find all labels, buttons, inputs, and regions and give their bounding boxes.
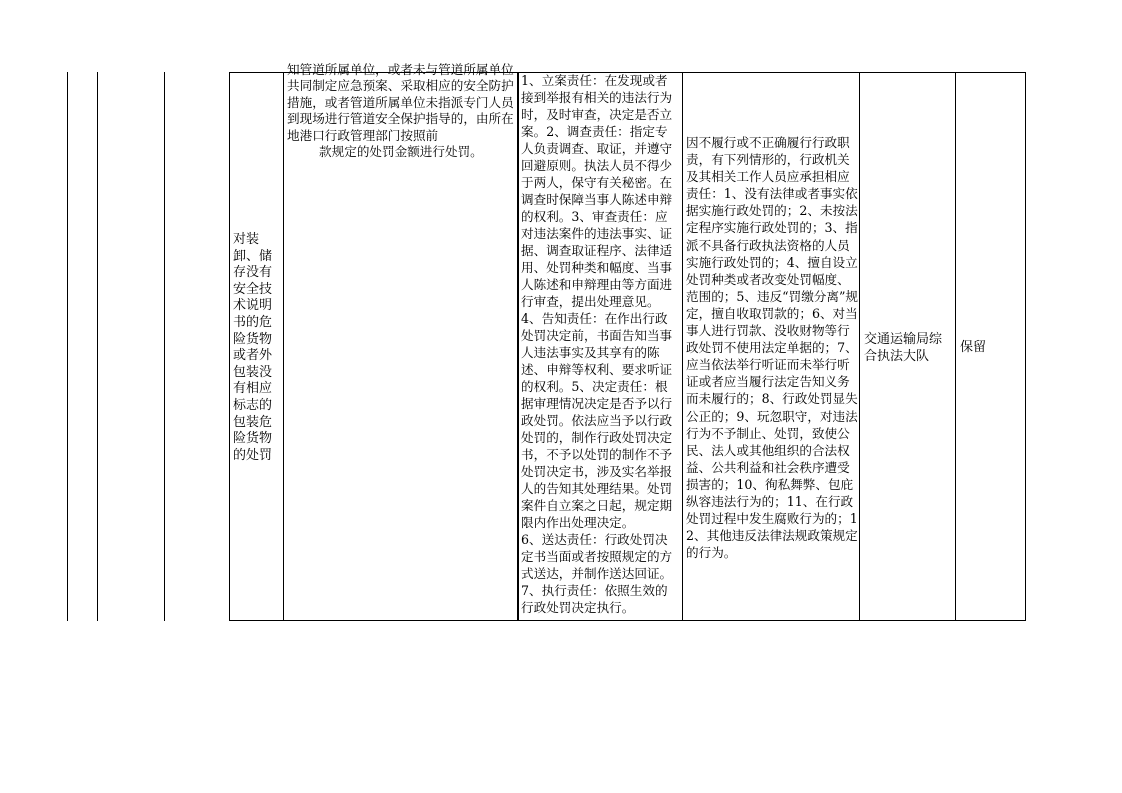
column-border <box>859 72 860 621</box>
column-border <box>1025 72 1026 621</box>
department-text: 交通运输局综合执法大队 <box>864 332 943 364</box>
column-border <box>955 72 956 621</box>
item-name-cell <box>231 73 281 620</box>
accountability-cell <box>684 73 859 620</box>
column-border <box>164 72 165 621</box>
column-border <box>67 72 68 621</box>
column-border <box>682 72 683 621</box>
responsibility-text: 1、立案责任：在发现或者接到举报有相关的违法行为时，及时审查，决定是否立案。2、调查责任：指定专人负责调查、取证，并遵守回避原则。执法人员不得少于两人，保守有关秘密。在调查时保障当事人陈述申辩的权利。3、审查责任：应对违法案件的违法事实、证据、调查取证程序、法律适用、处罚种类和幅度、当事人陈述和申辩理由等方面进行审查，提出处理意见。4、告知责任：在作出行政处罚决定前，书面告知当事人违法事实及其享有的陈述、申辩等权利、要求听证的权利。5、决定责任：根据审理情况决定是否予以行政处罚。依法应当予以行政处罚的，制作行政处罚决定书，不予以处罚的制作不予处罚决定书，涉及实名举报人的告知其处理结果。处罚案件自立案之日起，规定期限内作出处理决定。 6、送达责任：行政处罚决定书当面或者按照规定的方式送达，并制作送达回证。7、执行责任：依照生效的行政处罚决定执行。 <box>521 73 673 615</box>
column-border <box>283 72 284 621</box>
status-cell <box>957 73 1025 620</box>
department-cell <box>861 73 954 620</box>
column-border <box>97 72 98 621</box>
accountability-text: 因不履行或不正确履行行政职责，有下列情形的，行政机关及其相关工作人员应承担相应责任：1、没有法律或者事实依据实施行政处罚的；2、未按法定程序实施行政处罚的；3、指派不具备行政执法资格的人员实施行政处罚的；4、擅自设立处罚种类或者改变处罚幅度、范围的；5、违反“罚缴分离”规定，擅自收取罚款的；6、对当事人进行罚款、没收财物等行政处罚不使用法定单据的；7、应当依法举行听证而未举行听证或者应当履行法定告知义务而未履行的；8、行政处罚显失公正的；9、玩忽职守，对违法行为不予制止、处罚，致使公民、法人或其他组织的合法权益、公共利益和社会秩序遭受损害的；10、徇私舞弊、包庇纵容违法行为的；11、在行政处罚过程中发生腐败行为的；12、其他违反法律法规政策规定的行为。 <box>686 135 859 561</box>
status-text: 保留 <box>960 340 987 355</box>
column-border <box>229 72 230 621</box>
row-border-bottom <box>229 620 1026 621</box>
legal-basis-cell <box>285 62 517 620</box>
item-name: 对装卸、储存没有安全技术说明书的危险货物或者外包装没有相应标志的包装危险货物的处罚 <box>233 232 273 463</box>
legal-basis-text: 知管道所属单位，或者未与管道所属单位共同制定应急预案、采取相应的安全防护措施，或者管道所属单位未指派专门人员到现场进行管道安全保护指导的，由所在地港口行政管理部门按照前 款规定的处罚金额进行处罚。 <box>287 62 514 160</box>
responsibility-cell <box>519 73 681 620</box>
